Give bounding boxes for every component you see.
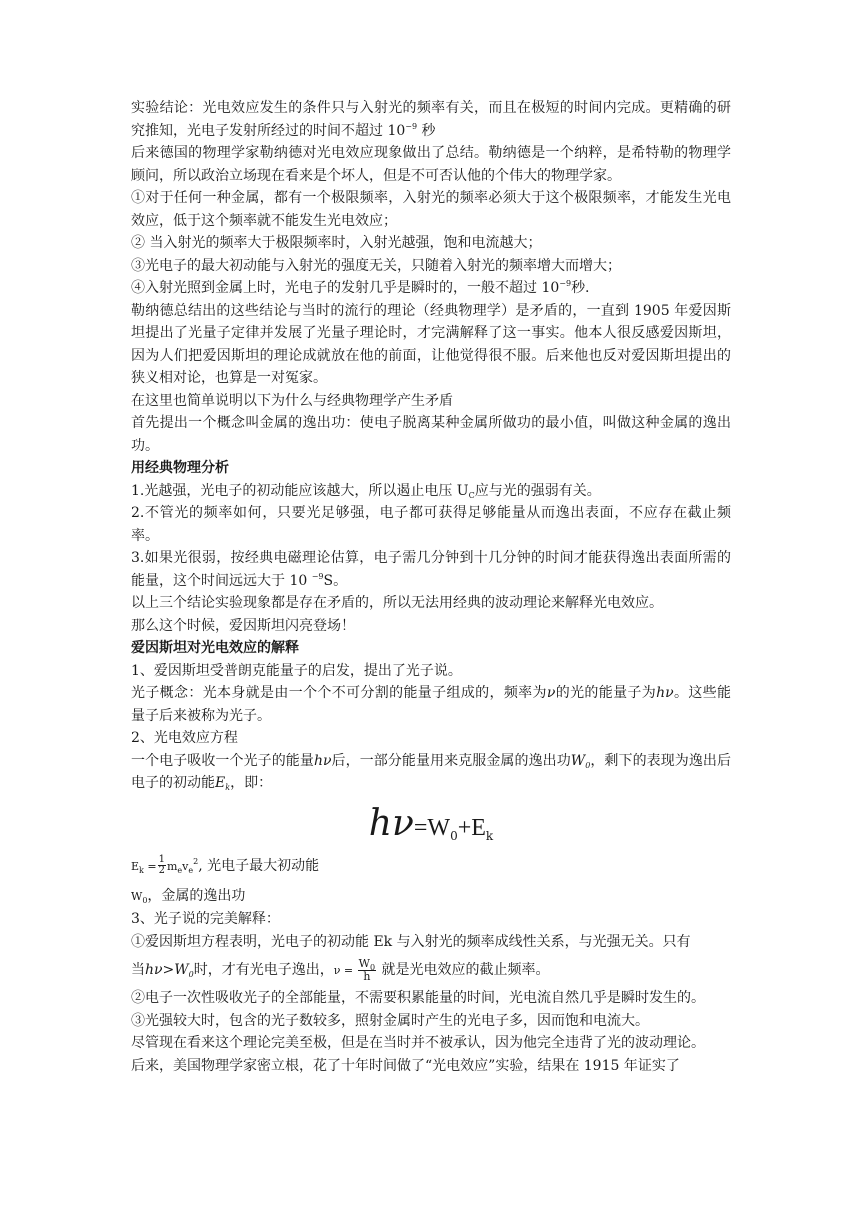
heading-classical-analysis: 用经典物理分析 [131, 460, 229, 476]
text: ④入射光照到金属上时，光电子的发射几乎是瞬时的，一般不超过 10 [131, 280, 560, 296]
subscript: e [177, 865, 183, 875]
w-symbol: W [570, 752, 586, 769]
text: m [166, 859, 178, 873]
text: 应与光的强弱有关。 [474, 482, 601, 499]
text: , 光电子最大初动能 [198, 857, 320, 874]
text: 秒. [571, 280, 590, 296]
text: > [162, 962, 175, 978]
denominator: h [363, 969, 371, 983]
paragraph-einstein-history: 勒纳德总结出的这些结论与当时的流行的理论（经典物理学）是矛盾的，一直到 1905 年爱因斯坦提出了光量子定律并发展了光量子理论时，才完满解释了这一事实。他本人很反感爱因斯坦，因为人们把爱因斯坦的理论成就放在他的前面，让他觉得很不服。后来他也反对爱因斯坦提出的狭义相对论，也算是一对冤家。 [131, 302, 731, 386]
document-body [131, 97, 731, 1077]
exponent: −9 [559, 279, 572, 288]
text: 的光的能量子为 [555, 685, 657, 701]
paragraph-classical-3 [131, 547, 731, 592]
paragraph-equation-explain [131, 750, 731, 795]
paragraph-w0-definition [131, 885, 731, 909]
w-symbol: W [174, 962, 189, 978]
fraction-w0-over-h [358, 958, 376, 983]
denominator: 2 [158, 865, 165, 876]
paragraph-lenard: 后来德国的物理学家勒纳德对光电效应现象做出了总结。勒纳德是一个纳粹，是希特勒的物理学顾问，所以政治立场现在看来是个坏人，但是不可否认他的个伟大的物理学家。 [131, 145, 731, 184]
text: 3.如果光很弱，按经典电磁理论估算，电子需几分钟到十几分钟的时间才能获得逸出表面所需的能量，这个时间远远大于 10 [131, 550, 731, 589]
paragraph-explanation-1: ①爱因斯坦方程表明，光电子的初动能 Ek 与入射光的频率成线性关系，与光强无关。只有 [131, 933, 691, 950]
paragraph-not-accepted: 尽管现在看来这个理论完美至极，但是在当时并不被承认，因为他完全违背了光的波动理论。 [131, 1035, 705, 1051]
h-nu-symbol: hν [145, 962, 163, 978]
paragraph-cutoff-frequency [131, 953, 731, 987]
numerator: 1 [158, 854, 165, 865]
paragraph-photon-hypothesis: 1、爱因斯坦受普朗克能量子的启发，提出了光子说。 [131, 662, 462, 679]
text: 就是光电效应的截止频率。 [377, 962, 550, 978]
numerator-text: W [358, 956, 370, 970]
paragraph-ek-definition [131, 855, 731, 881]
paragraph-experiment-conclusion [131, 97, 731, 142]
text: = [143, 859, 157, 873]
paragraph-point-1: ①对于任何一种金属，都有一个极限频率，入射光的频率必须大于这个极限频率，才能发生光电效应，低于这个频率就不能发生光电效应； [131, 190, 731, 229]
subscript: C [468, 490, 475, 500]
paragraph-photon-concept [131, 682, 731, 727]
formula-part: +E [457, 814, 486, 841]
heading-einstein-explanation: 爱因斯坦对光电效应的解释 [131, 640, 299, 656]
fraction-one-half [158, 855, 166, 876]
text: W [131, 889, 143, 903]
subscript: 0 [142, 895, 148, 905]
e-symbol: E [215, 775, 226, 791]
paragraph-explanation-2: ②电子一次性吸收光子的全部能量，不需要积累能量的时间，光电流自然几乎是瞬时发生的。 [131, 990, 705, 1006]
text: E [131, 859, 140, 873]
h-nu-symbol: hν [313, 752, 332, 769]
text: v [182, 859, 189, 873]
formula-subscript: k [485, 828, 494, 843]
paragraph-millikan: 后来，美国物理学家密立根，花了十年时间做了“光电效应”实验，结果在 1915 年证实了 [131, 1057, 680, 1074]
exponent: −9 [405, 121, 418, 131]
paragraph-explanation-3: ③光强较大时，包含的光子数较多，照射金属时产生的光电子多，因而饱和电流大。 [131, 1012, 649, 1029]
subscript: 0 [188, 970, 194, 979]
subscript: e [188, 865, 194, 875]
exponent: −9 [311, 571, 324, 581]
text: 秒 [417, 122, 436, 139]
paragraph-classical-1 [131, 480, 731, 503]
text: 1.光越强，光电子的初动能应该越大，所以遏止电压 U [131, 482, 469, 499]
text: S。 [323, 572, 348, 589]
numerator [358, 958, 376, 971]
formula-subscript: 0 [450, 828, 458, 843]
formula-hv: hν [368, 802, 414, 844]
paragraph-point-4 [131, 277, 731, 300]
subscript: k [225, 783, 231, 792]
subscript: k [139, 865, 144, 875]
photoelectric-equation [131, 803, 731, 849]
nu-symbol: ν [546, 685, 556, 701]
paragraph-point-2: ② 当入射光的频率大于极限频率时，入射光越强，饱和电流越大； [131, 235, 542, 251]
paragraph-contradiction-intro: 在这里也简单说明以下为什么与经典物理学产生矛盾 [131, 392, 453, 409]
text: ，剩下的表现为逸出后电子的初动能 [131, 752, 732, 791]
nu-symbol: ν [333, 964, 341, 977]
paragraph-equation-heading: 2、光电效应方程 [131, 730, 238, 746]
text: 实验结论：光电效应发生的条件只与入射光的频率有关，而且在极短的时间内完成。更精确的研究推知，光电子发射所经过的时间不超过 10 [131, 100, 731, 139]
exponent: 2 [193, 856, 199, 866]
subscript: 0 [369, 962, 376, 972]
text: ，金属的逸出功 [147, 887, 246, 904]
paragraph-perfect-explanation-heading: 3、光子说的完美解释： [131, 911, 280, 927]
text: 光子概念：光本身就是由一个个不可分割的能量子组成的，频率为 [131, 685, 547, 701]
formula-part: =W [413, 814, 451, 841]
text: 时，才有光电子逸出， [193, 962, 334, 978]
paragraph-einstein-enters: 那么这个时候，爱因斯坦闪亮登场！ [131, 617, 355, 634]
paragraph-classical-2: 2.不管光的频率如何，只要光足够强，电子都可获得足够能量从而逸出表面，不应存在截止频率。 [131, 505, 731, 544]
paragraph-work-function: 首先提出一个概念叫金属的逸出功：使电子脱离某种金属所做功的最小值，叫做这种金属的逸出功。 [131, 415, 731, 454]
text: ，即： [230, 775, 273, 791]
text: 后，一部分能量用来克服金属的逸出功 [331, 752, 571, 769]
text: = [340, 964, 357, 977]
subscript: 0 [585, 760, 591, 770]
text: 。这些能量子后来被称为光子。 [131, 685, 732, 724]
text: 一个电子吸收一个光子的能量 [131, 752, 314, 769]
text: 当 [131, 962, 145, 978]
paragraph-point-3: ③光电子的最大初动能与入射光的强度无关，只随着入射光的频率增大而增大； [131, 257, 621, 274]
paragraph-contradiction-summary: 以上三个结论实验现象都是存在矛盾的，所以无法用经典的波动理论来解释光电效应。 [131, 595, 663, 611]
h-nu-symbol: hν [656, 685, 674, 701]
